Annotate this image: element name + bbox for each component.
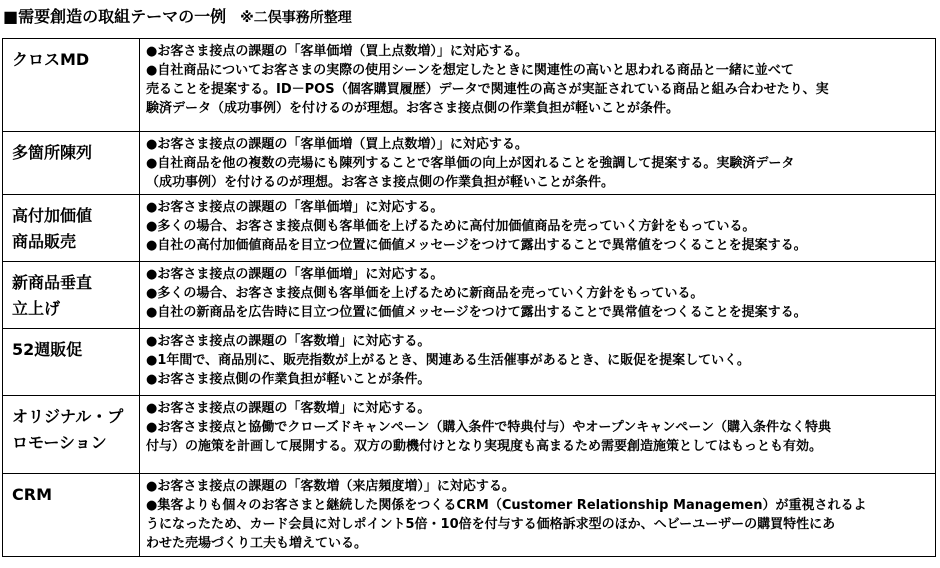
description-line: 付与）の施策を計画して展開する。双方の動機付けとなり実現度も高まるため需要創造施策としてはもっとも有効。: [146, 439, 823, 454]
description-line: ●お客さま接点の課題の「客単価増（買上点数増）」に対応する。: [146, 137, 528, 152]
description-line: ●集客よりも個々のお客さまと継続した関係をつくるCRM（Customer Relationship Managemen）が重視されるよ: [146, 498, 867, 513]
theme-label-cell: [3, 474, 140, 557]
description-line: （成功事例）を付けるのが理想。お客さま接点側の作業負担が軽いことが条件。: [146, 175, 615, 190]
theme-label: 多箇所陳列: [12, 143, 93, 162]
description-line: ●お客さま接点と協働でクローズドキャンペーン（購入条件で特典付与）やオープンキャンペーン（購入条件なく特典: [146, 420, 832, 435]
description-line: ●自社の高付加価値商品を目立つ位置に価値メッセージをつけて露出することで異常値をつくることを提案する。: [146, 238, 807, 253]
theme-label: 新商品垂直: [12, 273, 93, 292]
table-row: [3, 329, 936, 396]
table-row: [3, 262, 936, 329]
theme-label-cell: [3, 132, 140, 195]
table-row: [3, 39, 936, 132]
description-line: わせた売場づくり工夫も増えている。: [146, 536, 368, 551]
theme-label-cell: [3, 329, 140, 396]
theme-label: クロスMD: [12, 50, 90, 69]
themes-table-body: [3, 39, 936, 557]
table-row: [3, 396, 936, 474]
theme-label-cell: [3, 396, 140, 474]
description-line: ●お客さま接点の課題の「客単価増」に対応する。: [146, 200, 444, 215]
description-line: ●お客さま接点側の作業負担が軽いことが条件。: [146, 372, 431, 387]
description-line: ●自社の新商品を広告時に目立つ位置に価値メッセージをつけて露出することで異常値をつくることを提案する。: [146, 305, 807, 320]
description-line: ●お客さま接点の課題の「客単価増」に対応する。: [146, 267, 444, 282]
description-line: ●1年間で、商品別に、販売指数が上がるとき、関連ある生活催事があるとき、に販促を提案していく。: [146, 353, 750, 368]
description-line: 験済データ（成功事例）を付けるのが理想。お客さま接点側の作業負担が軽いことが条件。: [146, 101, 680, 116]
description-line: 売ることを提案する。ID－POS（個客購買履歴）データで関連性の高さが実証されている商品と組み合わせたり、実: [146, 82, 829, 97]
description-line: ●多くの場合、お客さま接点側も客単価を上げるために新商品を売っていく方針をもっている。: [146, 286, 704, 301]
table-row: [3, 474, 936, 557]
table-row: [3, 132, 936, 195]
description-line: ●お客さま接点の課題の「客数増」に対応する。: [146, 401, 431, 416]
theme-description-cell: [140, 195, 936, 262]
theme-label: オリジナル・プ: [12, 407, 124, 426]
theme-label: 商品販売: [12, 232, 77, 251]
description-line: ●お客さま接点の課題の「客単価増（買上点数増）」に対応する。: [146, 44, 528, 59]
page-title: [3, 4, 352, 27]
theme-description-cell: [140, 396, 936, 474]
theme-label-cell: [3, 39, 140, 132]
theme-label: CRM: [12, 485, 52, 504]
title-text: ■需要創造の取組テーマの一例: [3, 7, 227, 26]
theme-description-cell: [140, 132, 936, 195]
description-line: ●お客さま接点の課題の「客数増」に対応する。: [146, 334, 431, 349]
description-line: ●お客さま接点の課題の「客数増（来店頻度増）」に対応する。: [146, 479, 515, 494]
theme-label: 立上げ: [12, 299, 61, 318]
theme-description-cell: [140, 474, 936, 557]
theme-label: 高付加価値: [12, 206, 93, 225]
description-line: ●多くの場合、お客さま接点側も客単価を上げるために高付加価値商品を売っていく方針をもっている。: [146, 219, 756, 234]
themes-table: [2, 38, 936, 557]
theme-label-cell: [3, 195, 140, 262]
description-line: ●自社商品を他の複数の売場にも陳列することで客単価の向上が図れることを強調して提案する。実験済データ: [146, 156, 795, 171]
theme-description-cell: [140, 262, 936, 329]
theme-description-cell: [140, 329, 936, 396]
table-row: [3, 195, 936, 262]
theme-label: 52週販促: [12, 340, 83, 359]
description-line: うになったため、カード会員に対しポイント5倍・10倍を付与する価格訴求型のほか、ヘビーユーザーの購買特性にあ: [146, 517, 836, 532]
description-line: ●自社商品についてお客さまの実際の使用シーンを想定したときに関連性の高いと思われる商品と一緒に並べて: [146, 63, 794, 78]
source-note: ※二俣事務所整理: [240, 10, 352, 26]
theme-description-cell: [140, 39, 936, 132]
theme-label: ロモーション: [12, 433, 107, 452]
theme-label-cell: [3, 262, 140, 329]
